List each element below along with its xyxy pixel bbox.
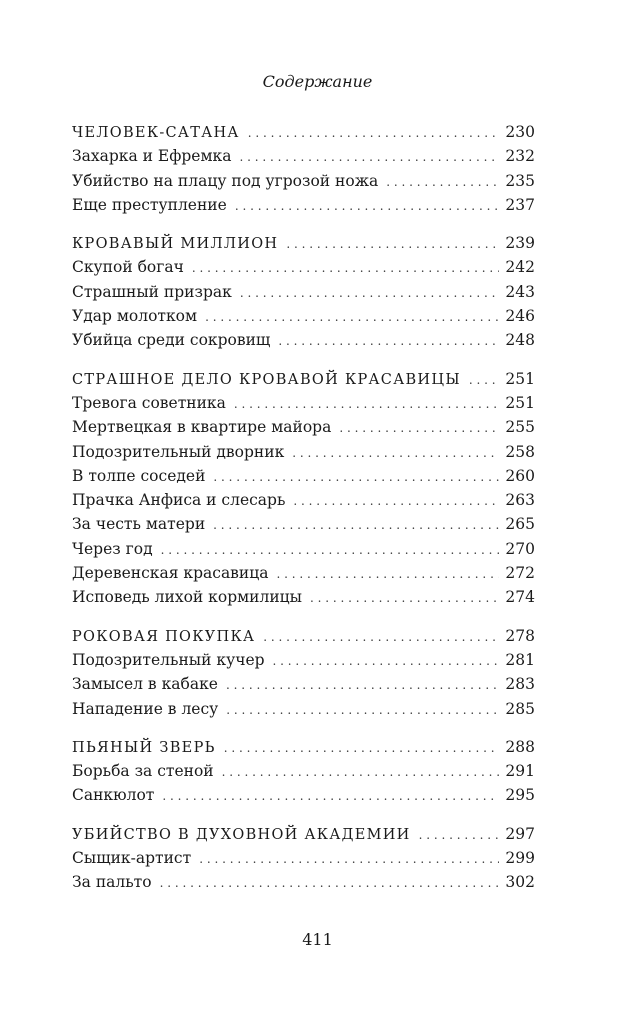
toc-entry[interactable] bbox=[72, 672, 535, 696]
toc-heading-label: КРОВАВЫЙ МИЛЛИОН bbox=[72, 236, 279, 253]
toc-heading-label: ПЬЯНЫЙ ЗВЕРЬ bbox=[72, 739, 216, 756]
toc-entry[interactable] bbox=[72, 193, 535, 217]
toc-heading-label: ЧЕЛОВЕК-САТАНА bbox=[72, 125, 240, 141]
toc-section bbox=[72, 822, 535, 895]
toc-page-number: 288 bbox=[505, 737, 535, 756]
toc-entry-label: Тревога советника bbox=[72, 393, 226, 412]
toc-page-number: 260 bbox=[505, 466, 535, 485]
toc-entry-label: Скупой богач bbox=[72, 258, 184, 277]
dot-leader bbox=[162, 784, 499, 808]
toc-page-number: 281 bbox=[505, 650, 535, 669]
toc-entry[interactable] bbox=[72, 783, 535, 807]
dot-leader bbox=[386, 170, 499, 194]
toc-entry[interactable] bbox=[72, 464, 535, 488]
dot-leader bbox=[226, 673, 499, 697]
toc-entry[interactable] bbox=[72, 440, 535, 464]
toc-entry[interactable] bbox=[72, 488, 535, 512]
dot-leader bbox=[419, 823, 500, 847]
dot-leader bbox=[160, 871, 500, 895]
toc-entry-label: Через год bbox=[72, 539, 153, 558]
dot-leader bbox=[339, 416, 499, 440]
toc-page-number: 265 bbox=[505, 515, 535, 534]
dot-leader bbox=[310, 586, 499, 610]
toc-page-number: 230 bbox=[505, 123, 535, 141]
toc-entry[interactable] bbox=[72, 697, 535, 721]
toc-entry[interactable] bbox=[72, 512, 535, 536]
toc-section bbox=[72, 735, 535, 808]
dot-leader bbox=[286, 232, 499, 256]
toc-section bbox=[72, 624, 535, 721]
dot-leader bbox=[226, 698, 499, 722]
toc-page-number: 297 bbox=[505, 824, 535, 843]
toc-page-number: 246 bbox=[505, 307, 535, 326]
toc-page-number: 232 bbox=[505, 147, 535, 166]
toc-page-number: 258 bbox=[505, 442, 535, 461]
toc-entry-label: Еще преступление bbox=[72, 195, 227, 214]
toc-page-number: 263 bbox=[505, 491, 535, 510]
dot-leader bbox=[239, 145, 499, 169]
toc-page-number: 272 bbox=[505, 564, 535, 583]
dot-leader bbox=[273, 649, 500, 673]
toc-entry[interactable] bbox=[72, 304, 535, 328]
dot-leader bbox=[263, 625, 499, 649]
dot-leader bbox=[222, 760, 500, 784]
dot-leader bbox=[293, 489, 499, 513]
toc-page-number: 278 bbox=[505, 626, 535, 645]
toc-page-number: 299 bbox=[505, 849, 535, 868]
dot-leader bbox=[213, 465, 499, 489]
toc-entry-label: Страшный призрак bbox=[72, 282, 232, 301]
toc-entry-label: В толпе соседей bbox=[72, 466, 206, 485]
toc-entry-label: Убийца среди сокровищ bbox=[72, 331, 271, 350]
toc-entry-label: Удар молотком bbox=[72, 307, 198, 326]
toc-entry[interactable] bbox=[72, 846, 535, 870]
dot-leader bbox=[161, 538, 500, 562]
toc-section bbox=[72, 120, 535, 217]
toc-entry[interactable] bbox=[72, 759, 535, 783]
toc-page-number: 243 bbox=[505, 282, 535, 301]
toc-entry[interactable] bbox=[72, 169, 535, 193]
toc-entry[interactable] bbox=[72, 144, 535, 168]
toc-heading-label: УБИЙСТВО В ДУХОВНОЙ АКАДЕМИИ bbox=[72, 826, 411, 843]
toc-page-number: 274 bbox=[505, 588, 535, 607]
dot-leader bbox=[224, 736, 500, 760]
toc-heading[interactable] bbox=[72, 822, 535, 846]
toc-heading[interactable] bbox=[72, 735, 535, 759]
toc-entry-label: Подозрительный дворник bbox=[72, 442, 285, 461]
page-title: Содержание bbox=[262, 72, 373, 91]
toc-entry[interactable] bbox=[72, 648, 535, 672]
page-number: 411 bbox=[302, 930, 333, 949]
dot-leader bbox=[278, 329, 499, 353]
toc-entry-label: Санкюлот bbox=[72, 786, 155, 805]
toc-page-number: 255 bbox=[505, 418, 535, 437]
dot-leader bbox=[199, 847, 499, 871]
toc-page-number: 248 bbox=[505, 331, 535, 350]
toc-heading[interactable] bbox=[72, 231, 535, 255]
toc-entry-label: Исповедь лихой кормилицы bbox=[72, 588, 302, 607]
dot-leader bbox=[192, 256, 500, 280]
dot-leader bbox=[292, 441, 499, 465]
toc-page-number: 239 bbox=[505, 234, 535, 253]
toc-page-number: 237 bbox=[505, 195, 535, 214]
dot-leader bbox=[240, 281, 500, 305]
toc-entry[interactable] bbox=[72, 255, 535, 279]
dot-leader bbox=[276, 562, 499, 586]
toc-entry-label: Захарка и Ефремка bbox=[72, 147, 232, 166]
toc-page-number: 235 bbox=[505, 171, 535, 190]
dot-leader bbox=[235, 194, 500, 218]
toc-entry-label: Замысел в кабаке bbox=[72, 675, 218, 694]
toc-page-number: 242 bbox=[505, 258, 535, 277]
toc-page-number: 295 bbox=[505, 786, 535, 805]
toc-entry[interactable] bbox=[72, 585, 535, 609]
toc-entry[interactable] bbox=[72, 328, 535, 352]
dot-leader bbox=[469, 368, 500, 392]
toc-page-number: 251 bbox=[505, 393, 535, 412]
toc-entry[interactable] bbox=[72, 280, 535, 304]
dot-leader bbox=[213, 513, 499, 537]
toc-entry[interactable] bbox=[72, 537, 535, 561]
toc-heading-label: СТРАШНОЕ ДЕЛО КРОВАВОЙ КРАСАВИЦЫ bbox=[72, 371, 461, 388]
toc-entry[interactable] bbox=[72, 870, 535, 894]
toc-entry-label: За честь матери bbox=[72, 515, 206, 534]
toc-entry-label: Борьба за стеной bbox=[72, 762, 214, 781]
toc-entry-label: Мертвецкая в квартире майора bbox=[72, 418, 332, 437]
toc-heading[interactable] bbox=[72, 367, 535, 391]
toc-heading[interactable] bbox=[72, 624, 535, 648]
toc-entry-label: Убийство на плацу под угрозой ножа bbox=[72, 171, 379, 190]
toc-page-number: 270 bbox=[505, 539, 535, 558]
dot-leader bbox=[234, 392, 500, 416]
toc-entry[interactable] bbox=[72, 561, 535, 585]
toc-entry-label: Подозрительный кучер bbox=[72, 650, 265, 669]
toc-entry[interactable] bbox=[72, 391, 535, 415]
toc-entry-label: Прачка Анфиса и слесарь bbox=[72, 491, 286, 510]
toc-entry-label: Деревенская красавица bbox=[72, 564, 269, 583]
toc-page-number: 302 bbox=[505, 873, 535, 892]
toc-section bbox=[72, 367, 535, 610]
dot-leader bbox=[248, 121, 500, 145]
dot-leader bbox=[205, 305, 499, 329]
toc-entry-label: Нападение в лесу bbox=[72, 699, 219, 718]
toc-page-number: 285 bbox=[505, 699, 535, 718]
toc-entry[interactable] bbox=[72, 415, 535, 439]
toc-section bbox=[72, 231, 535, 352]
toc-page-number: 291 bbox=[505, 762, 535, 781]
toc-entry-label: Сыщик-артист bbox=[72, 849, 192, 868]
table-of-contents bbox=[72, 120, 535, 909]
toc-page-number: 251 bbox=[505, 369, 535, 388]
toc-heading-label: РОКОВАЯ ПОКУПКА bbox=[72, 628, 256, 645]
toc-entry-label: За пальто bbox=[72, 873, 152, 892]
toc-heading[interactable] bbox=[72, 120, 535, 144]
toc-page-number: 283 bbox=[505, 675, 535, 694]
